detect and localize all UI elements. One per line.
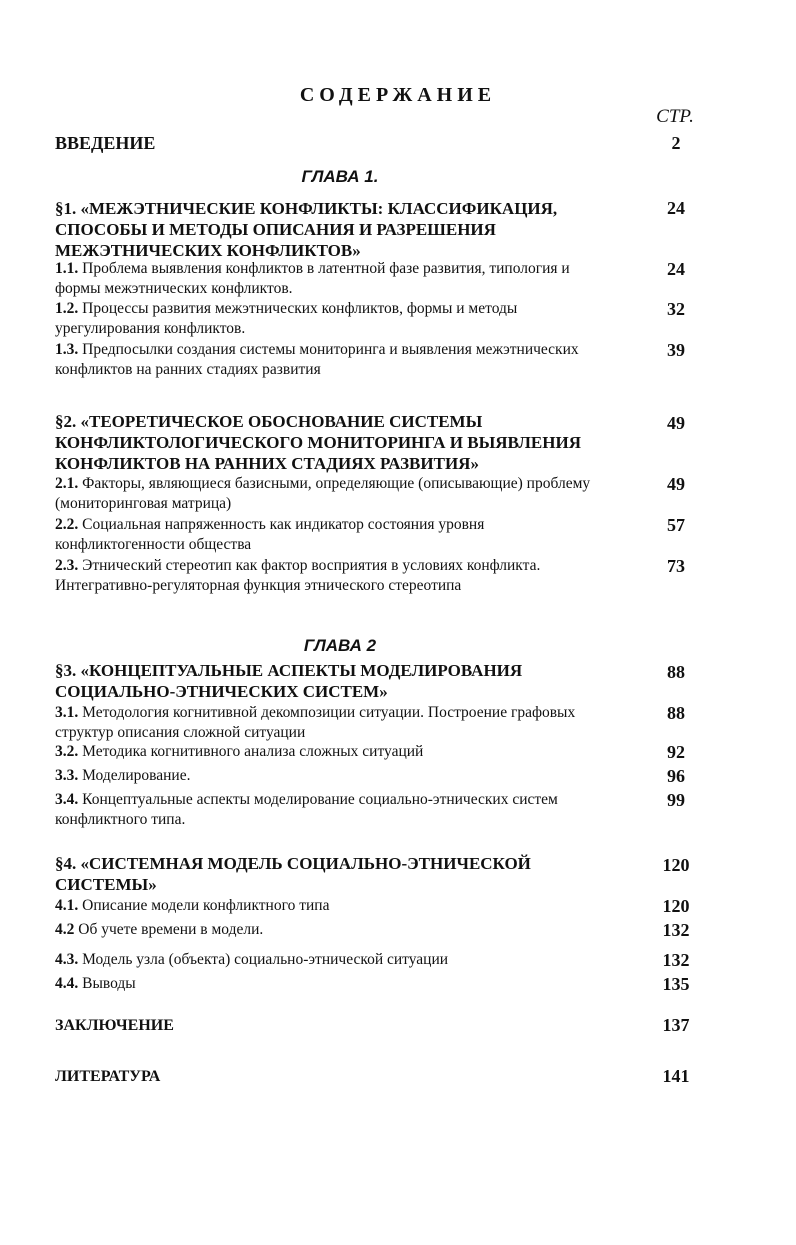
entry-3-4-page: 99 [667, 790, 685, 810]
toc-entry-4-1 [55, 896, 615, 916]
toc-entry-3-4 [55, 790, 615, 830]
conclusion-page: 137 [662, 1015, 690, 1035]
entry-2-2-page: 57 [667, 515, 685, 535]
entry-text: Процессы развития межэтнических конфликтов, формы и методы урегулирования конфликтов. [55, 300, 518, 337]
literature-label: ЛИТЕРАТУРА [55, 1068, 161, 1085]
entry-text: Методика когнитивного анализа сложных ситуаций [78, 743, 424, 760]
entry-text: Этнический стереотип как фактор восприятия в условиях конфликта. Интегративно-регуляторная функция этнического стереотипа [55, 557, 541, 594]
toc-entry-4-2 [55, 920, 615, 940]
entry-4-3-page: 132 [662, 950, 690, 970]
entry-1-2-page: 32 [667, 299, 685, 319]
toc-entry-4-3 [55, 950, 615, 970]
toc-entry-4-4 [55, 974, 615, 994]
toc-entry-3-3 [55, 766, 615, 786]
section-2-page: 49 [667, 413, 685, 433]
page-column-label: СТР. [656, 106, 694, 127]
entry-4-4-page: 135 [662, 974, 690, 994]
section-1-page: 24 [667, 198, 685, 218]
entry-number: 3.1. [55, 704, 79, 721]
entry-number: 3.4. [55, 791, 79, 808]
toc-entry-1-3 [55, 340, 615, 380]
entry-text: Проблема выявления конфликтов в латентной фазе развития, типология и формы межэтнических конфликтов. [55, 260, 570, 297]
chapter-2-heading: ГЛАВА 2 [303, 636, 377, 655]
entry-text: Об учете времени в модели. [74, 921, 264, 938]
entry-number: 2.1. [55, 475, 79, 492]
section-3-page: 88 [667, 662, 685, 682]
entry-text: Концептуальные аспекты моделирование социально-этнических систем конфликтного типа. [55, 791, 558, 828]
intro-page: 2 [671, 133, 681, 153]
entry-4-1-page: 120 [662, 896, 690, 916]
entry-text: Выводы [78, 975, 136, 992]
entry-3-3-page: 96 [667, 766, 685, 786]
entry-text: Моделирование. [78, 767, 191, 784]
entry-number: 3.2. [55, 743, 79, 760]
section-1-title: §1. «МЕЖЭТНИЧЕСКИЕ КОНФЛИКТЫ: КЛАССИФИКАЦИЯ, СПОСОБЫ И МЕТОДЫ ОПИСАНИЯ И РАЗРЕШЕНИЯ МЕЖЭТНИЧЕСКИХ КОНФЛИКТОВ» [55, 199, 558, 260]
entry-2-3-page: 73 [667, 556, 685, 576]
toc-entry-2-2 [55, 515, 615, 555]
entry-number: 3.3. [55, 767, 79, 784]
toc-entry-2-1 [55, 474, 615, 514]
section-3-title: §3. «КОНЦЕПТУАЛЬНЫЕ АСПЕКТЫ МОДЕЛИРОВАНИЯ СОЦИАЛЬНО-ЭТНИЧЕСКИХ СИСТЕМ» [55, 661, 523, 701]
section-4-title: §4. «СИСТЕМНАЯ МОДЕЛЬ СОЦИАЛЬНО-ЭТНИЧЕСКОЙ СИСТЕМЫ» [55, 854, 531, 894]
entry-number: 1.1. [55, 260, 79, 277]
entry-text: Предпосылки создания системы мониторинга и выявления межэтнических конфликтов на ранних стадиях развития [55, 341, 579, 378]
entry-number: 2.2. [55, 516, 79, 533]
entry-text: Модель узла (объекта) социально-этнической ситуации [78, 951, 449, 968]
entry-number: 2.3. [55, 557, 79, 574]
entry-text: Социальная напряженность как индикатор состояния уровня конфликтогенности общества [55, 516, 485, 553]
entry-number: 1.3. [55, 341, 79, 358]
entry-text: Описание модели конфликтного типа [78, 897, 330, 914]
entry-1-1-page: 24 [667, 259, 685, 279]
entry-number: 4.2 [55, 921, 75, 938]
entry-3-2-page: 92 [667, 742, 685, 762]
entry-2-1-page: 49 [667, 474, 685, 494]
entry-number: 4.1. [55, 897, 79, 914]
intro-label: ВВЕДЕНИЕ [55, 133, 156, 153]
toc-entry-2-3 [55, 556, 615, 596]
entry-1-3-page: 39 [667, 340, 685, 360]
entry-text: Методология когнитивной декомпозиции ситуации. Построение графовых структур описания сложной ситуации [55, 704, 576, 741]
section-4-page: 120 [662, 855, 690, 875]
chapter-1-heading: ГЛАВА 1. [301, 167, 379, 186]
section-2-title: §2. «ТЕОРЕТИЧЕСКОЕ ОБОСНОВАНИЕ СИСТЕМЫ КОНФЛИКТОЛОГИЧЕСКОГО МОНИТОРИНГА И ВЫЯВЛЕНИЯ КОНФЛИКТОВ НА РАННИХ СТАДИЯХ РАЗВИТИЯ» [55, 412, 581, 473]
toc-entry-3-2 [55, 742, 615, 762]
conclusion-label: ЗАКЛЮЧЕНИЕ [55, 1017, 174, 1034]
entry-number: 4.3. [55, 951, 79, 968]
entry-4-2-page: 132 [662, 920, 690, 940]
entry-text: Факторы, являющиеся базисными, определяющие (описывающие) проблему (мониторинговая матрица) [55, 475, 591, 512]
toc-entry-1-1 [55, 259, 615, 299]
literature-page: 141 [662, 1066, 690, 1086]
toc-entry-3-1 [55, 703, 615, 743]
page-title: СОДЕРЖАНИЕ [299, 84, 497, 106]
toc-entry-1-2 [55, 299, 615, 339]
entry-3-1-page: 88 [667, 703, 685, 723]
entry-number: 1.2. [55, 300, 79, 317]
entry-number: 4.4. [55, 975, 79, 992]
